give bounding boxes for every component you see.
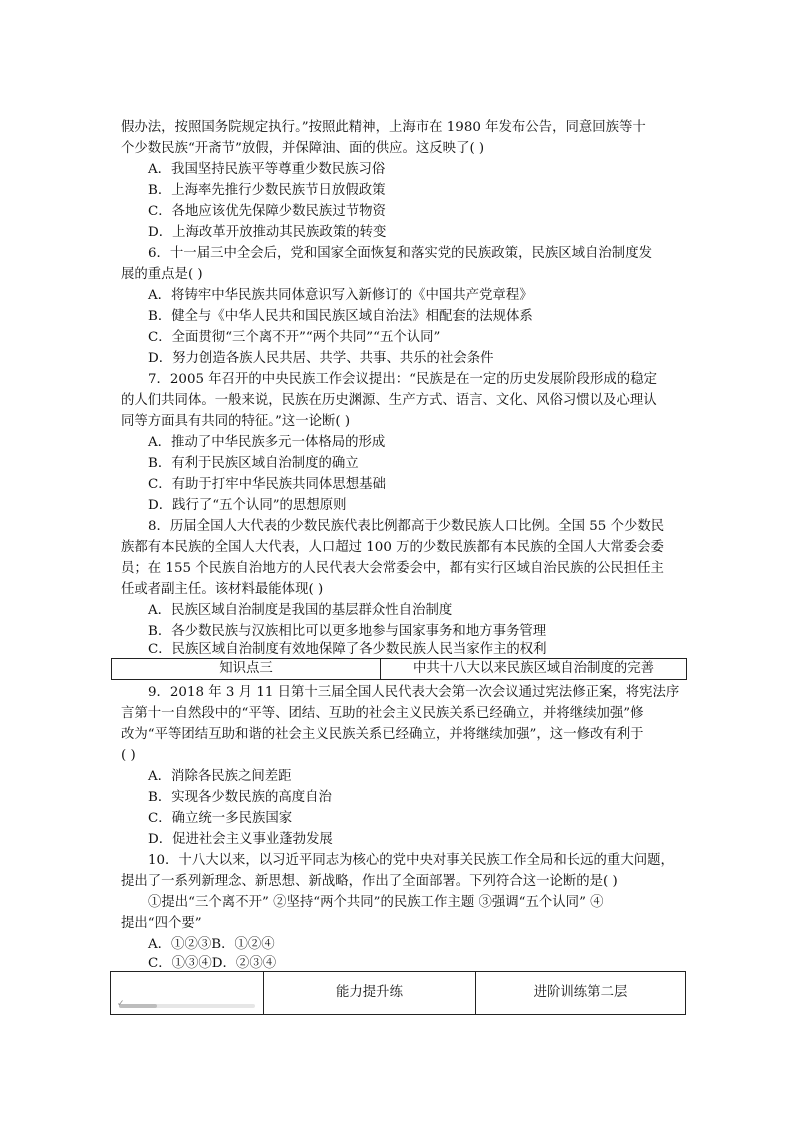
- text-line: 任或者副主任。该材料最能体现( ): [121, 582, 324, 597]
- progress-fill: [119, 1004, 157, 1008]
- option-d: D．促进社会主义事业蓬勃发展: [148, 832, 333, 847]
- text-line: 同等方面具有共同的特征。”这一论断( ): [121, 414, 351, 429]
- text-line: 言第十一自然段中的“平等、团结、互助的社会主义民族关系已经确立，并将继续加强”修: [121, 706, 644, 721]
- option-c: C．有助于打牢中华民族共同体思想基础: [148, 477, 386, 492]
- option-c: C．各地应该优先保障少数民族过节物资: [148, 204, 386, 219]
- option-b: B．实现各少数民族的高度自治: [148, 790, 332, 805]
- answer-blank: ( ): [121, 748, 136, 763]
- option-a: A．我国坚持民族平等尊重少数民族习俗: [148, 162, 386, 177]
- check-icon: ✓: [117, 999, 125, 1009]
- question-9: 9．2018 年 3 月 11 日第十三届全国人民代表大会第一次会议通过宪法修正案，将宪法序: [148, 685, 680, 700]
- text-line: 提出“四个要”: [121, 916, 202, 931]
- option-d: D．上海改革开放推动其民族政策的转变: [148, 225, 387, 240]
- option-b: B．有利于民族区域自治制度的确立: [148, 456, 359, 471]
- text-line: 改为“平等团结互助和谐的社会主义民族关系已经确立，并将继续加强”，这一修改有利于: [121, 727, 644, 742]
- text-line: 假办法，按照国务院规定执行。”按照此精神，上海市在 1980 年发布公告，同意回族等十: [121, 120, 646, 135]
- text-line: 个少数民族“开斋节”放假，并保障油、面的供应。这反映了( ): [121, 141, 485, 156]
- text-line: 的人们共同体。一般来说，民族在历史渊源、生产方式、语言、文化、风俗习惯以及心理认: [121, 393, 657, 408]
- question-7: 7．2005 年召开的中央民族工作会议提出：“民族是在一定的历史发展阶段形成的稳定: [148, 372, 657, 387]
- practice-level-table: [110, 971, 686, 1015]
- option-d: D．努力创造各族人民共居、共学、共事、共乐的社会条件: [148, 351, 494, 366]
- option-ab: A．①②③B．①②④: [148, 937, 275, 952]
- section-label: 知识点三: [112, 659, 381, 679]
- option-c: C．全面贯彻“三个离不开”“两个共同”“五个认同”: [148, 330, 441, 345]
- option-b: B．上海率先推行少数民族节日放假政策: [148, 183, 386, 198]
- progress-bar: [117, 999, 255, 1009]
- level-label: 能力提升练: [264, 972, 476, 1014]
- option-a: A．消除各民族之间差距: [148, 769, 292, 784]
- option-a: A．民族区域自治制度是我国的基层群众性自治制度: [148, 603, 453, 618]
- section-header: [111, 658, 687, 680]
- text-line: 族都有本民族的全国人大代表，人口超过 100 万的少数民族都有本民族的全国人大常委会委: [121, 540, 664, 555]
- option-c: C．民族区域自治制度有效地保障了各少数民族人民当家作主的权利: [148, 642, 547, 657]
- section-title: 中共十八大以来民族区域自治制度的完善: [412, 661, 655, 676]
- option-c: C．确立统一多民族国家: [148, 811, 293, 826]
- option-b: B．健全与《中华人民共和国民族区域自治法》相配套的法规体系: [148, 309, 533, 324]
- text-line: 员；在 155 个民族自治地方的人民代表大会常委会中，都有实行区域自治民族的公民担任主: [121, 561, 664, 576]
- option-cd: C．①③④D．②③④: [148, 956, 277, 971]
- text-line: 提出了一系列新理念、新思想、新战略，作出了全面部署。下列符合这一论断的是( ): [121, 874, 618, 889]
- option-a: A．将铸牢中华民族共同体意识写入新修订的《中国共产党章程》: [148, 288, 533, 303]
- level-tier: 进阶训练第二层: [533, 985, 628, 1000]
- option-d: D．践行了“五个认同”的思想原则: [148, 498, 347, 513]
- statements: ①提出“三个离不开” ②坚持“两个共同”的民族工作主题 ③强调“五个认同” ④: [148, 895, 604, 910]
- progress-cell: [111, 972, 264, 1014]
- text-line: 展的重点是( ): [121, 267, 203, 282]
- option-a: A．推动了中华民族多元一体格局的形成: [148, 435, 386, 450]
- option-b: B．各少数民族与汉族相比可以更多地参与国家事务和地方事务管理: [148, 624, 547, 639]
- question-8: 8．历届全国人大代表的少数民族代表比例都高于少数民族人口比例。全国 55 个少数民: [148, 519, 665, 534]
- question-6: 6．十一届三中全会后，党和国家全面恢复和落实党的民族政策，民族区域自治制度发: [148, 246, 652, 261]
- question-10: 10．十八大以来，以习近平同志为核心的党中央对事关民族工作全局和长远的重大问题，: [148, 853, 674, 868]
